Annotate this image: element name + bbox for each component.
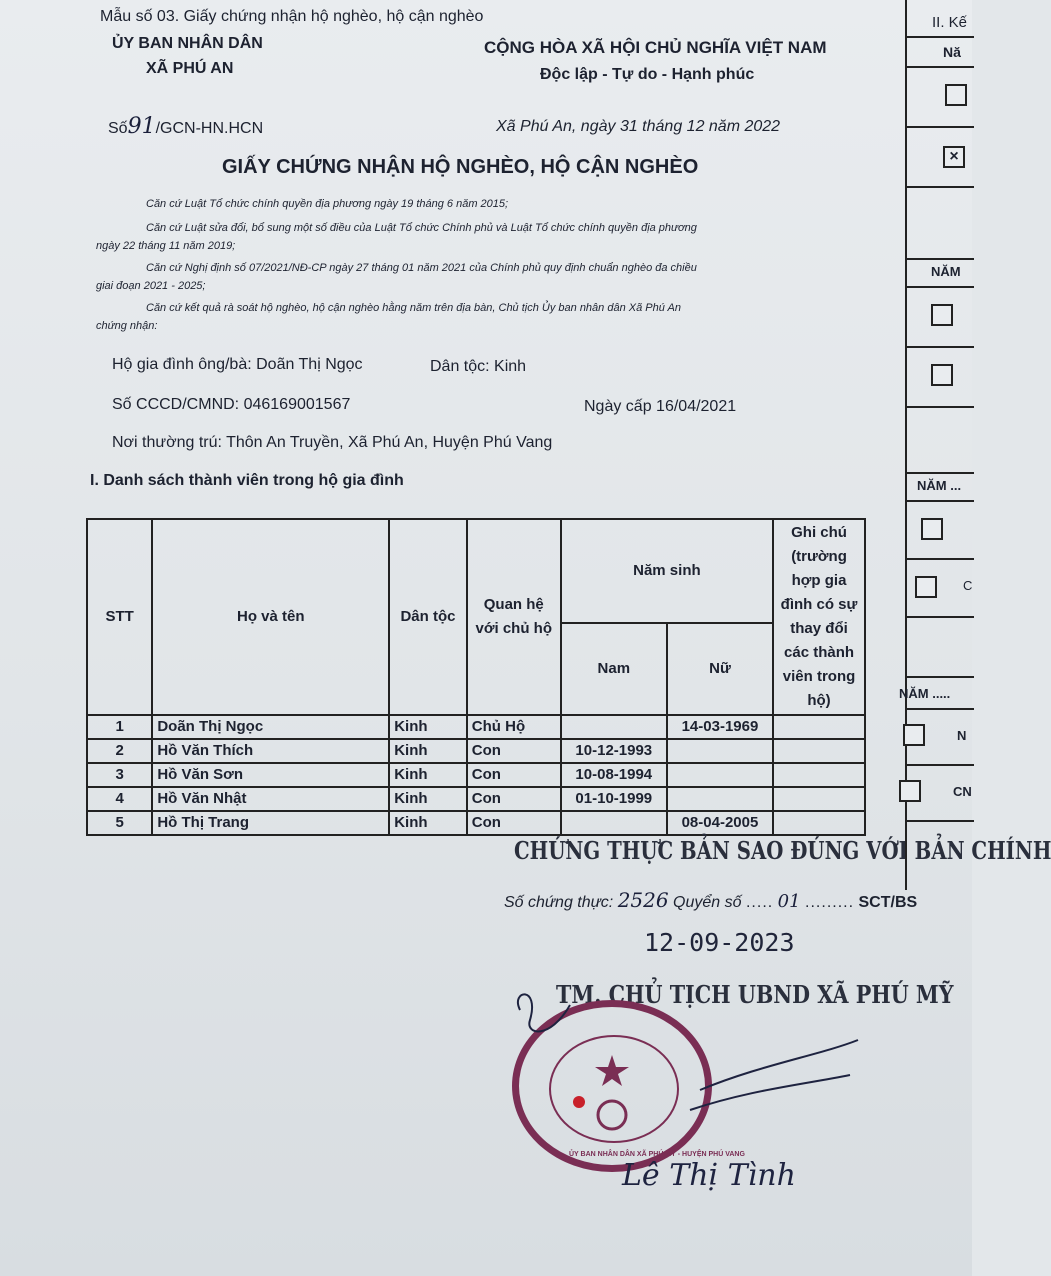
- row-note: [773, 811, 865, 835]
- edge-checkbox-8[interactable]: [899, 780, 921, 802]
- col-note-line5: thay đổi: [790, 620, 848, 637]
- residence: [112, 434, 552, 452]
- issuer-line2: XÃ PHÚ AN: [146, 60, 234, 77]
- certification-date: 12-09-2023: [644, 928, 795, 957]
- basis-4b: chứng nhận:: [96, 320, 158, 332]
- signature-strokes: [500, 980, 860, 1150]
- row-stt: 5: [87, 811, 152, 835]
- edge-year-1: NĂM: [931, 264, 961, 279]
- national-motto: Độc lập - Tự do - Hạnh phúc: [540, 66, 755, 83]
- col-female: Nữ: [667, 623, 773, 715]
- residence-label: Nơi thường trú:: [112, 434, 222, 451]
- edge-year-3: NĂM .....: [899, 686, 951, 701]
- place-date: Xã Phú An, ngày 31 tháng 12 năm 2022: [496, 118, 781, 135]
- edge-letter-cn: CN: [953, 784, 972, 799]
- col-note-line3: hợp gia: [791, 572, 847, 589]
- edge-checkbox-7[interactable]: [903, 724, 925, 746]
- row-relation: Chủ Hộ: [467, 715, 561, 739]
- basis-4a: Căn cứ kết quả rà soát hộ nghèo, hộ cận nghèo hằng năm trên địa bàn, Chủ tịch Ủy ban nhân dân Xã Phú An: [146, 302, 681, 314]
- table-row: [87, 811, 865, 835]
- row-name: Doãn Thị Ngọc: [152, 715, 389, 739]
- table-row: [87, 739, 865, 763]
- household-head: [112, 356, 363, 374]
- head-label: Hộ gia đình ông/bà:: [112, 356, 252, 373]
- issue-value: 16/04/2021: [656, 398, 737, 415]
- row-male: [561, 715, 667, 739]
- row-note: [773, 787, 865, 811]
- basis-3b: giai đoạn 2021 - 2025;: [96, 280, 206, 292]
- row-female: [667, 763, 773, 787]
- col-male: Nam: [561, 623, 667, 715]
- col-note-line2: (trường: [791, 548, 847, 565]
- col-relation-line1: Quan hệ: [483, 596, 544, 613]
- id-number: [112, 396, 350, 414]
- cert-book-value: 01: [777, 891, 801, 912]
- col-note: [773, 519, 865, 715]
- col-relation: [467, 519, 561, 715]
- certification-number-line: Số chứng thực: 2526 Quyển số ..... 01 ......... SCT/BS: [504, 888, 918, 912]
- edge-checkbox-4[interactable]: [931, 364, 953, 386]
- form-label: Mẫu số 03. Giấy chứng nhận hộ nghèo, hộ cận nghèo: [100, 8, 484, 25]
- col-relation-line2: với chủ hộ: [475, 620, 552, 637]
- row-ethnic: Kinh: [389, 739, 467, 763]
- row-female: 14-03-1969: [667, 715, 773, 739]
- basis-2a: Căn cứ Luật sửa đổi, bổ sung một số điều của Luật Tổ chức Chính phủ và Luật Tổ chức chính quyền địa phương: [146, 222, 697, 234]
- col-note-line7: viên trong: [782, 668, 856, 685]
- certification-title: CHỨNG THỰC BẢN SAO ĐÚNG VỚI BẢN CHÍNH: [514, 836, 1051, 865]
- table-row: [87, 763, 865, 787]
- edge-letter-c: C: [963, 578, 973, 593]
- id-value: 046169001567: [243, 396, 351, 413]
- row-relation: Con: [467, 763, 561, 787]
- row-stt: 3: [87, 763, 152, 787]
- row-ethnic: Kinh: [389, 787, 467, 811]
- row-name: Hồ Văn Nhật: [152, 787, 389, 811]
- row-note: [773, 763, 865, 787]
- cert-book-label: Quyển số: [673, 894, 742, 911]
- seal-text: ỦY BAN NHÂN DÂN XÃ PHÚ MỸ - HUYỆN PHÚ VANG: [569, 1151, 745, 1158]
- issuer-line1: ỦY BAN NHÂN DÂN: [112, 35, 263, 52]
- members-table: [86, 518, 866, 836]
- col-note-line6: các thành: [784, 644, 855, 661]
- row-relation: Con: [467, 787, 561, 811]
- row-relation: Con: [467, 811, 561, 835]
- checked-mark: ×: [949, 148, 959, 165]
- ethnic-label: Dân tộc:: [430, 358, 490, 375]
- col-note-line8: hộ): [807, 692, 831, 709]
- row-name: Hồ Thị Trang: [152, 811, 389, 835]
- row-ethnic: Kinh: [389, 715, 467, 739]
- household-ethnic: [430, 358, 526, 376]
- id-label: Số CCCD/CMND:: [112, 396, 240, 413]
- cert-number-label: Số chứng thực:: [504, 894, 614, 911]
- number-suffix: /GCN-HN.HCN: [155, 120, 264, 137]
- row-male: 01-10-1999: [561, 787, 667, 811]
- row-name: Hồ Văn Thích: [152, 739, 389, 763]
- edge-top-label: II. Kế: [932, 14, 968, 31]
- row-female: [667, 787, 773, 811]
- row-female: [667, 739, 773, 763]
- row-stt: 1: [87, 715, 152, 739]
- col-birth-year: Năm sinh: [561, 519, 773, 623]
- edge-checkbox-2[interactable]: [943, 146, 965, 168]
- col-ethnic: Dân tộc: [389, 519, 467, 715]
- issue-date: [584, 398, 736, 416]
- row-stt: 2: [87, 739, 152, 763]
- edge-letter-n: N: [957, 728, 967, 743]
- cert-book-suffix: SCT/BS: [858, 894, 918, 911]
- number-prefix: Số: [108, 120, 128, 137]
- number-handwritten: 91: [127, 114, 156, 139]
- row-female: 08-04-2005: [667, 811, 773, 835]
- signer-name: Lê Thị Tình: [622, 1158, 796, 1193]
- basis-1: Căn cứ Luật Tổ chức chính quyền địa phương ngày 19 tháng 6 năm 2015;: [146, 198, 509, 210]
- edge-year-2: NĂM ...: [917, 478, 962, 493]
- section-title: I. Danh sách thành viên trong hộ gia đình: [90, 472, 404, 489]
- edge-checkbox-3[interactable]: [931, 304, 953, 326]
- issue-label: Ngày cấp: [584, 398, 652, 415]
- edge-checkbox-1[interactable]: [945, 84, 967, 106]
- edge-checkbox-5[interactable]: [921, 518, 943, 540]
- ethnic-value: Kinh: [494, 358, 527, 375]
- row-male: 10-08-1994: [561, 763, 667, 787]
- row-ethnic: Kinh: [389, 763, 467, 787]
- row-ethnic: Kinh: [389, 811, 467, 835]
- col-note-line4: đình có sự: [780, 596, 858, 613]
- row-relation: Con: [467, 739, 561, 763]
- national-title: CỘNG HÒA XÃ HỘI CHỦ NGHĨA VIỆT NAM: [484, 38, 827, 57]
- col-note-line1: Ghi chú: [791, 524, 847, 541]
- cert-number-value: 2526: [617, 888, 669, 912]
- certification-authority: TM. CHỦ TỊCH UBND XÃ PHÚ MỸ: [556, 980, 954, 1009]
- document-number: [108, 114, 263, 139]
- head-name: Doãn Thị Ngọc: [256, 356, 363, 373]
- col-name: Họ và tên: [152, 519, 389, 715]
- table-row: [87, 715, 865, 739]
- residence-value: Thôn An Truyền, Xã Phú An, Huyện Phú Vang: [226, 434, 553, 451]
- row-note: [773, 715, 865, 739]
- row-male: 10-12-1993: [561, 739, 667, 763]
- row-stt: 4: [87, 787, 152, 811]
- col-stt: STT: [87, 519, 152, 715]
- row-note: [773, 739, 865, 763]
- edge-checkbox-6[interactable]: [915, 576, 937, 598]
- page-title: GIẤY CHỨNG NHẬN HỘ NGHÈO, HỘ CẬN NGHÈO: [222, 156, 699, 178]
- adjacent-page-panel: [899, 0, 974, 890]
- row-name: Hồ Văn Sơn: [152, 763, 389, 787]
- basis-3a: Căn cứ Nghị định số 07/2021/NĐ-CP ngày 27 tháng 01 năm 2021 của Chính phủ quy định chuẩn nghèo đa chiều: [146, 262, 697, 274]
- edge-cell-label: Nă: [943, 44, 961, 60]
- row-male: [561, 811, 667, 835]
- basis-2b: ngày 22 tháng 11 năm 2019;: [96, 240, 236, 252]
- table-row: [87, 787, 865, 811]
